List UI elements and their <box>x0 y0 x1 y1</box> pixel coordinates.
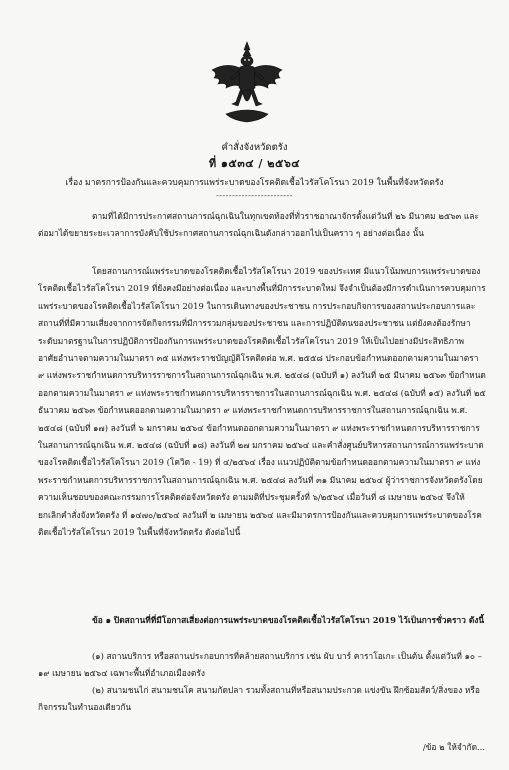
separator: ------------------------ <box>216 191 293 200</box>
order-title: คำสั่งจังหวัดตรัง <box>221 142 288 153</box>
clause-1-item-1: (๑) สถานบริการ หรือสถานประกอบการที่คล้ายสถานบริการ เช่น ผับ บาร์ คาราโอเกะ เป็นต้น ตั้งแต่วันที่ ๑๐ – ๑๙ เมษายน ๒๕๖๔ เฉพาะพื้นที่อำเภอเมืองตรัง <box>38 651 482 679</box>
continuation-note: /ข้อ ๒ ให้จำกัด... <box>422 742 485 752</box>
order-subject: เรื่อง มาตรการป้องกันและควบคุมการแพร่ระบาดของโรคติดเชื้อไวรัสโคโรนา 2019 ในพื้นที่จังหวัดตรัง <box>65 178 444 188</box>
paragraph-intro: ตามที่ได้มีการประกาศสถานการณ์ฉุกเฉินในทุกเขตท้องที่ทั่วราชอาณาจักรตั้งแต่วันที่ ๒๖ มีนาคม ๒๕๖๓ และต่อมาได้ขยายระยะเวลาการบังคับใช้ประกาศสถานการณ์ฉุกเฉินดังกล่าวออกไปเป็นคราว ๆ อย่างต่อเนื่อง นั้น <box>38 211 479 239</box>
order-number-text: ที่ ๑๕๓๔ / ๒๕๖๔ <box>208 157 301 170</box>
clause-1-heading: ข้อ ๑ ปิดสถานที่ที่มีโอกาสเสี่ยงต่อการแพร่ระบาดของโรคติดเชื้อไวรัสโคโรนา 2019 ไว้เป็นการชั่วคราว ดังนี้ <box>92 615 485 625</box>
garuda-emblem-icon <box>208 40 286 126</box>
paragraph-main: โดยสถานการณ์แพร่ระบาดของโรคติดเชื้อไวรัสโคโรนา 2019 ของประเทศ มีแนวโน้มพบการแพร่ระบาดของโรคติดเชื้อไวรัสโคโรนา 2019 ที่ยังคงมีอย่างต่อเนื่อง และบางพื้นที่มีการระบาดใหม่ จึงจำเป็นต้องมีการดำเนินการควบคุมการแพร่ระบาดของโรคติดเชื้อไวรัสโคโรนา 2019 ในการเดินทางของประชาชน การประกอบกิจการของสถานประกอบการและสถานที่ที่มีความเสี่ยงจากการจัดกิจกรรมที่มีการรวมกลุ่มของประชาชน และการปฏิบัติตนของประชาชน แต่ยังคงต้องรักษาระดับมาตรฐานในการปฏิบัติการป้องกันการแพร่ระบาดของโรคติดเชื้อไวรัสโคโรนา 2019 ให้เป็นไปอย่างมีประสิทธิภาพ อาศัยอำนาจตามความในมาตรา ๓๕ แห่งพระราชบัญญัติโรคติดต่อ พ.ศ. ๒๕๕๘ ประกอบข้อกำหนดออกตามความในมาตรา ๙ แห่งพระราชกำหนดการบริหารราชการในสถานการณ์ฉุกเฉิน พ.ศ. ๒๕๔๘ (ฉบับที่ ๑) ลงวันที่ ๒๕ มีนาคม ๒๕๖๓ ข้อกำหนดออกตามความในมาตรา ๙ แห่งพระราชกำหนดการบริหารราชการในสถานการณ์ฉุกเฉิน พ.ศ. ๒๕๔๘ (ฉบับที่ ๑๕) ลงวันที่ ๒๕ ธันวาคม ๒๕๖๓ ข้อกำหนดออกตามความในมาตรา ๙ แห่งพระราชกำหนดการบริหารราชการในสถานการณ์ฉุกเฉิน พ.ศ. ๒๕๔๘ (ฉบับที่ ๑๗) ลงวันที่ ๖ มกราคม ๒๕๖๔ ข้อกำหนดออกตามความในมาตรา ๙ แห่งพระราชกำหนดการบริหารราชการในสถานการณ์ฉุกเฉิน พ.ศ. ๒๕๔๘ (ฉบับที่ ๑๘) ลงวันที่ ๒๗ มกราคม ๒๕๖๔ และคำสั่งศูนย์บริหารสถานการณ์การแพร่ระบาดของโรคติดเชื้อไวรัสโคโรนา 2019 (โควิด - 19) ที่ ๔/๒๕๖๔ เรื่อง แนวปฏิบัติตามข้อกำหนดออกตามความในมาตรา ๙ แห่งพระราชกำหนดการบริหารราชการในสถานการณ์ฉุกเฉิน พ.ศ. ๒๕๔๘ ลงวันที่ ๓๑ มีนาคม ๒๕๖๔ ผู้ว่าราชการจังหวัดตรังโดยความเห็นชอบของคณะกรรมการโรคติดต่อจังหวัดตรัง ตามมติที่ประชุมครั้งที่ ๖/๒๕๖๔ เมื่อวันที่ ๘ เมษายน ๒๕๖๔ จึงให้ยกเลิกคำสั่งจังหวัดตรัง ที่ ๑๔๗๐/๒๕๖๔ ลงวันที่ ๒ เมษายน ๒๕๖๔ และมีมาตรการป้องกันและควบคุมการแพร่ระบาดของโรคติดเชื้อไวรัสโคโรนา 2019 ในพื้นที่จังหวัดตรัง ดังต่อไปนี้ <box>38 266 486 538</box>
order-number <box>0 154 509 172</box>
clause-1-item-2: (๒) สนามชนไก่ สนามชนโค สนามกัดปลา รวมทั้งสถานที่หรือสนามประกวด แข่งขัน ฝึกซ้อมสัตว์/สิ่งของ หรือกิจกรรมในทำนองเดียวกัน <box>38 685 480 713</box>
